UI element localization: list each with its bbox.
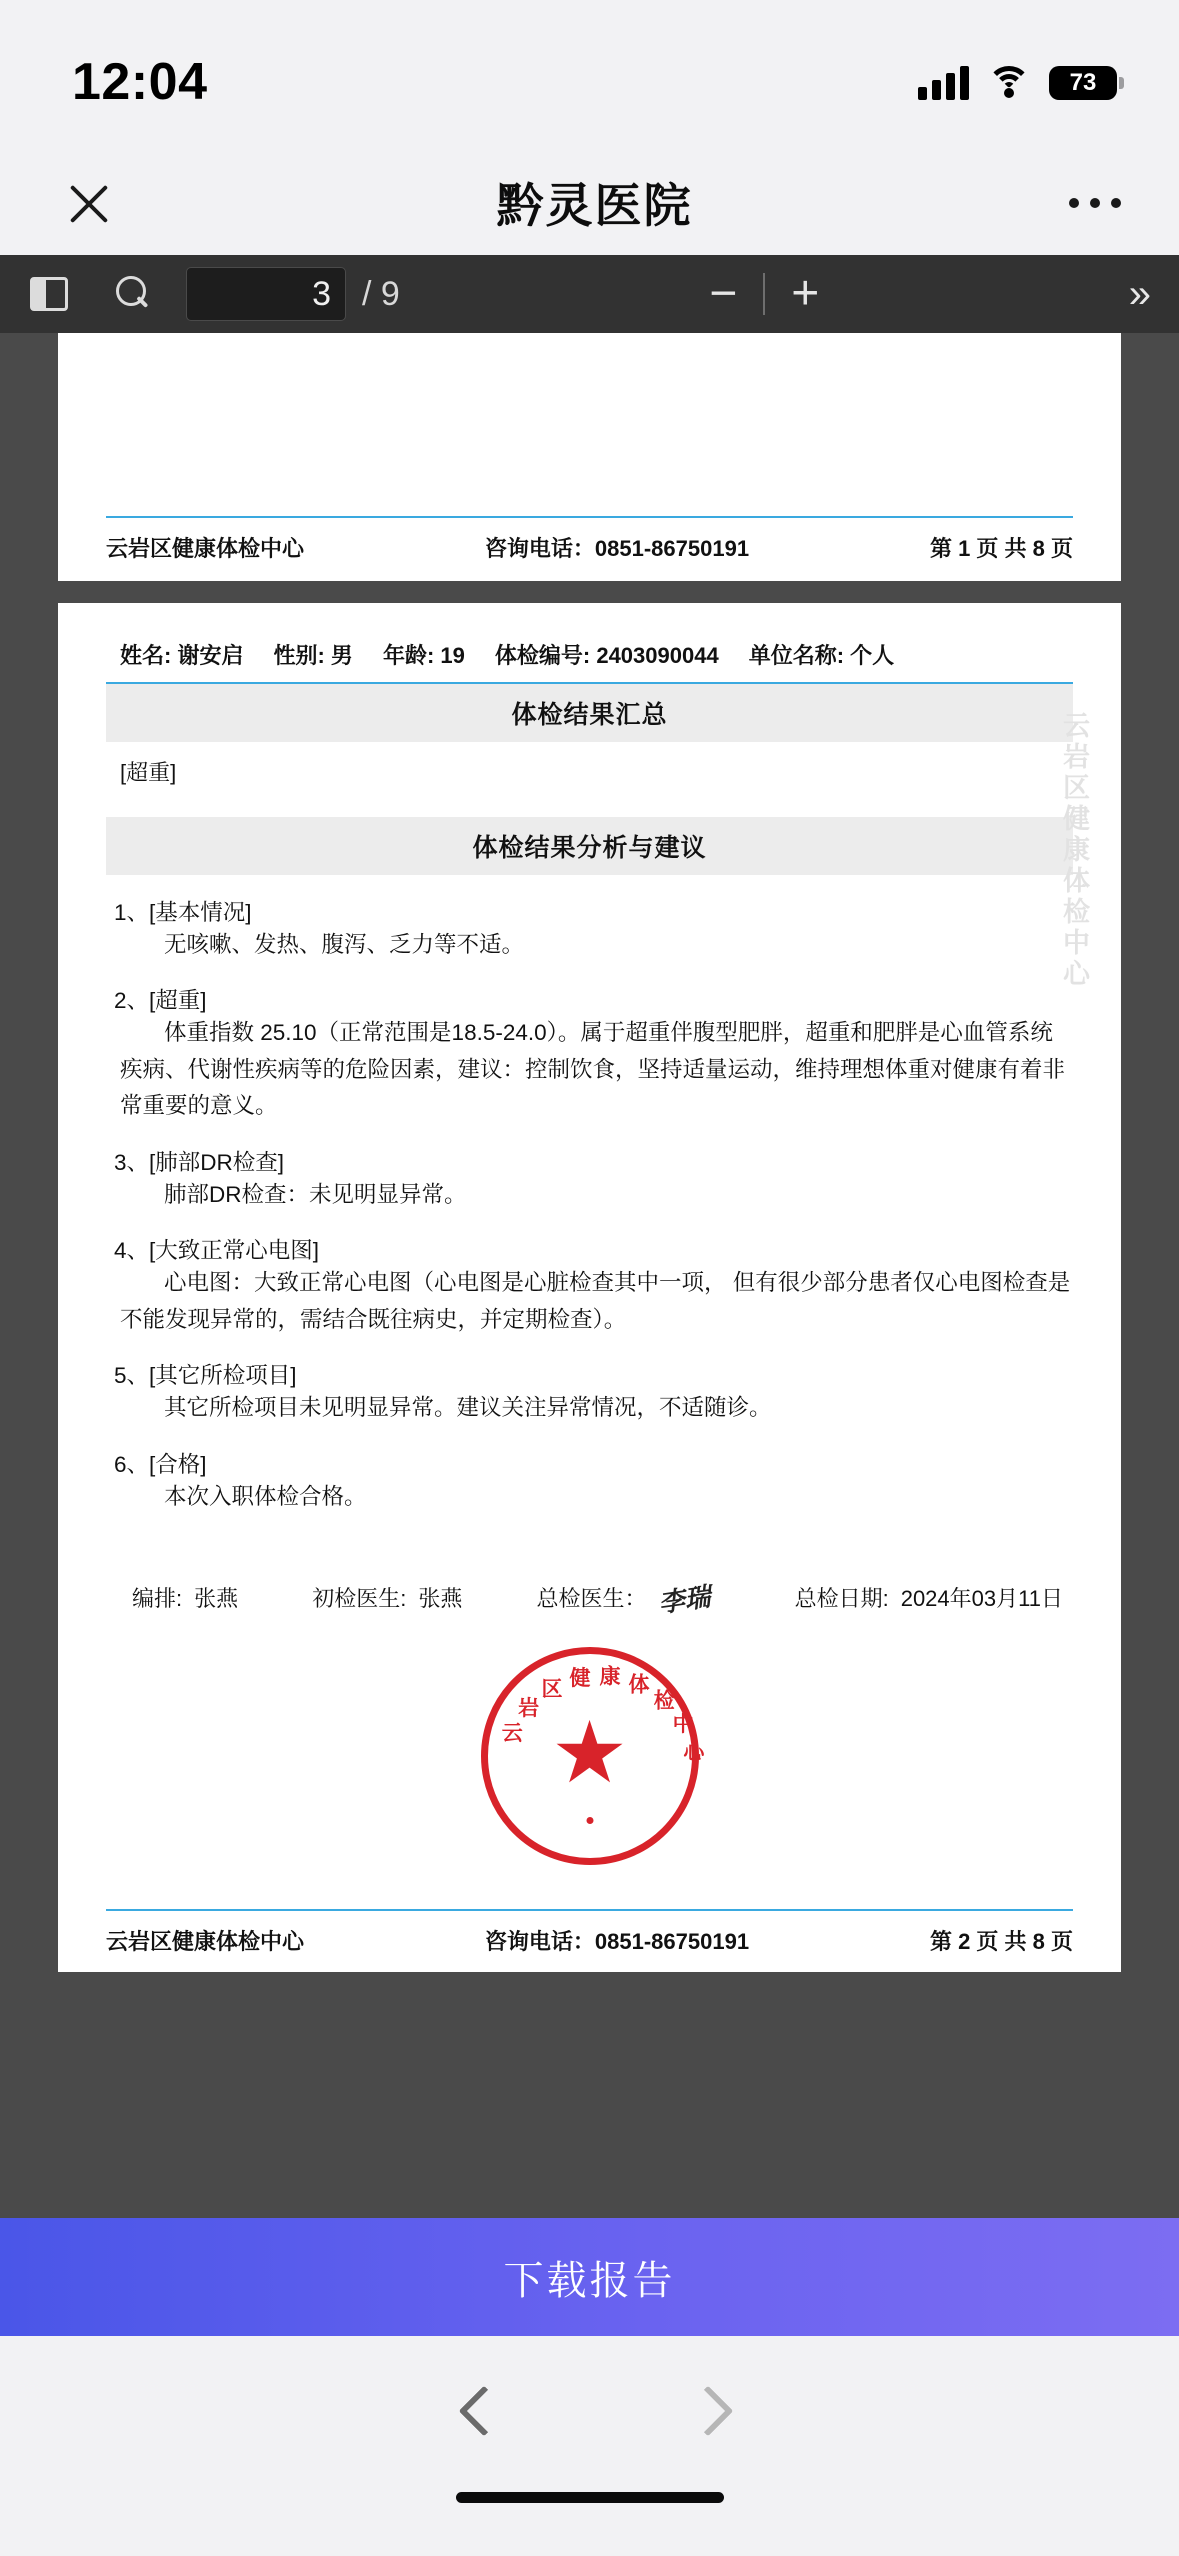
more-options-icon[interactable] — [1069, 180, 1121, 226]
analysis-item — [106, 1358, 1073, 1426]
exam-date-label: 总检日期: — [794, 1585, 889, 1611]
analysis-item-text: 心电图：大致正常心电图（心电图是心脏检查其中一项， 但有很少部分患者仅心电图检查是不能发现异常的，需结合既往病史，并定期检查）。 — [120, 1270, 1071, 1332]
chevron-left-icon[interactable] — [456, 2389, 500, 2433]
page-gap — [58, 581, 1121, 603]
name-value: 谢安启 — [177, 643, 244, 668]
footer-center-name: 云岩区健康体检中心 — [106, 536, 305, 561]
analysis-section-title: 体检结果分析与建议 — [106, 817, 1073, 875]
home-indicator — [0, 2486, 1179, 2556]
stamp-ring-text: 云 岩 区 健 康 体 检 中 心 — [501, 1665, 705, 1764]
gender-value: 男 — [330, 643, 353, 668]
official-stamp — [481, 1647, 705, 1865]
exam-date-value: 2024年03月11日 — [900, 1585, 1063, 1611]
analysis-item-text: 体重指数 25.10（正常范围是18.5-24.0）。属于超重伴腹型肥胖，超重和肥胖是心血管系统疾病、代谢性疾病等的危险因素，建议：控制饮食，坚持适量运动，维持理想体重对健康有着非常重要的意义。 — [120, 1020, 1066, 1119]
footer-phone: 咨询电话：0851-86750191 — [484, 536, 750, 561]
analysis-item-number: 1、[基本情况] — [114, 900, 252, 925]
stamp-dot — [586, 1817, 593, 1824]
editor-value: 张燕 — [194, 1585, 239, 1611]
close-icon[interactable] — [58, 172, 120, 234]
analysis-item-number: 2、[超重] — [114, 988, 207, 1014]
page-count-label: / 9 — [362, 274, 400, 313]
summary-item: [超重] — [120, 760, 177, 785]
first-doctor-label: 初检医生: — [312, 1585, 407, 1611]
first-doctor-value: 张燕 — [418, 1585, 463, 1611]
pdf-viewport[interactable] — [0, 333, 1179, 2218]
battery-level: 73 — [1069, 69, 1097, 96]
age-value: 19 — [440, 643, 465, 668]
editor-label: 编排: — [132, 1585, 183, 1611]
chevron-right-icon[interactable] — [680, 2389, 724, 2433]
name-label: 姓名: — [120, 643, 172, 668]
pdf-toolbar — [0, 255, 1179, 333]
analysis-item — [106, 1233, 1073, 1338]
double-chevron-right-icon[interactable]: » — [1128, 271, 1145, 316]
gender-label: 性别: — [273, 643, 325, 668]
watermark: 云岩区健康体检中心 — [1059, 711, 1089, 990]
chief-doctor-label: 总检医生： — [536, 1585, 647, 1611]
analysis-item — [106, 895, 1073, 963]
analysis-item-text: 无咳嗽、发热、腹泻、乏力等不适。 — [164, 932, 525, 957]
pdf-page-1-body — [58, 333, 1121, 581]
analysis-item-text: 本次入职体检合格。 — [164, 1483, 367, 1509]
analysis-item-number: 6、[合格] — [114, 1451, 207, 1477]
zoom-in-button[interactable]: + — [791, 267, 820, 320]
status-indicators — [918, 50, 1117, 100]
pdf-page-2 — [58, 603, 1121, 1972]
analysis-item-text: 肺部DR检查：未见明显异常。 — [164, 1181, 467, 1207]
star-icon: ★ — [550, 1704, 629, 1801]
pdf-page-1 — [58, 333, 1121, 581]
zoom-out-button[interactable]: − — [709, 267, 738, 320]
page-title: 黔灵医院 — [496, 179, 693, 232]
battery-icon — [1049, 66, 1117, 100]
wifi-icon — [987, 66, 1031, 100]
analysis-item-number: 4、[大致正常心电图] — [114, 1238, 320, 1264]
footer-page-number: 第 2 页 共 8 页 — [929, 1928, 1073, 1954]
footer-page-number: 第 1 页 共 8 页 — [929, 536, 1073, 561]
analysis-item-number: 3、[肺部DR检查] — [114, 1149, 285, 1175]
bottom-navigation — [0, 2336, 1179, 2486]
chief-doctor-signature: 李瑞 — [657, 1582, 713, 1619]
unit-value: 个人 — [850, 643, 895, 668]
patient-header — [106, 631, 1073, 682]
pdf-page-2-footer — [106, 1909, 1073, 1956]
signature-row — [106, 1515, 1073, 1619]
status-time: 12:04 — [72, 53, 208, 111]
app-navigation-bar — [0, 150, 1179, 255]
status-bar — [0, 0, 1179, 150]
analysis-item-number: 5、[其它所检项目] — [114, 1363, 297, 1389]
sidebar-toggle-icon[interactable] — [30, 277, 68, 311]
exam-no-label: 体检编号: — [494, 643, 591, 668]
summary-section-title: 体检结果汇总 — [106, 682, 1073, 742]
analysis-item-text: 其它所检项目未见明显异常。建议关注异常情况，不适随诊。 — [164, 1395, 772, 1421]
search-icon[interactable] — [112, 274, 152, 314]
age-label: 年龄: — [382, 643, 435, 668]
download-report-button[interactable]: 下载报告 — [0, 2218, 1179, 2336]
unit-label: 单位名称: — [748, 643, 845, 668]
page-number-input[interactable] — [186, 267, 346, 321]
official-stamp-wrap — [106, 1613, 1073, 1883]
analysis-item — [106, 1145, 1073, 1213]
analysis-item — [106, 1447, 1073, 1515]
footer-center-name: 云岩区健康体检中心 — [106, 1928, 305, 1954]
cellular-signal-icon — [918, 66, 969, 100]
exam-no-value: 2403090044 — [596, 643, 719, 668]
zoom-controls — [683, 267, 845, 320]
analysis-item — [106, 983, 1073, 1124]
pdf-page-1-footer — [106, 516, 1073, 563]
footer-phone: 咨询电话：0851-86750191 — [484, 1928, 750, 1954]
